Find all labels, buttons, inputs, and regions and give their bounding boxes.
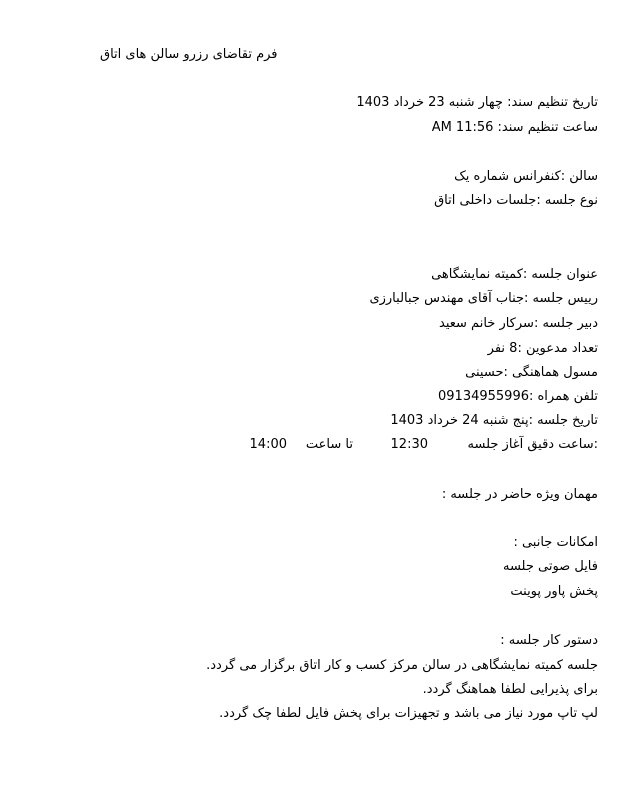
issue-date-line <box>356 94 598 112</box>
chair-label: رییس جلسه : <box>524 291 598 306</box>
chair-line <box>369 290 598 308</box>
phone-value: 09134955996 <box>438 389 529 404</box>
phone-line <box>438 388 598 406</box>
invitees-line <box>488 340 598 358</box>
form-title: فرم تقاضای رزرو سالن های اتاق <box>100 47 278 62</box>
invitees-label: تعداد مدعوین : <box>517 341 598 356</box>
meeting-date-line <box>390 412 598 430</box>
issue-time-line <box>432 119 598 137</box>
secretary-label: دبیر جلسه : <box>533 316 598 331</box>
start-time-label: ساعت دقیق آغاز جلسه: <box>467 437 598 452</box>
coordinator-label: مسول هماهنگی : <box>503 365 598 380</box>
invitees-value: 8 نفر <box>487 341 518 356</box>
agenda-label: دستور کار جلسه : <box>500 633 598 648</box>
start-time-value: 12:30 <box>390 437 428 452</box>
hall-line <box>454 168 598 186</box>
secretary-value: سرکار خانم سعید <box>439 316 534 331</box>
secretary-line <box>439 315 598 333</box>
meeting-time-line <box>238 436 598 454</box>
facility-item: پخش پاور پوینت <box>510 584 598 599</box>
to-time-label: تا ساعت <box>305 437 353 452</box>
coordinator-line <box>465 364 598 382</box>
hall-value: کنفرانس شماره یک <box>454 169 561 184</box>
meeting-title-value: کمیته نمایشگاهی <box>431 267 523 282</box>
meeting-title-label: عنوان جلسه : <box>522 267 598 282</box>
agenda-item: جلسه کمیته نمایشگاهی در سالن مرکز کسب و کار اتاق برگزار می گردد. <box>206 658 598 673</box>
meeting-type-line <box>434 192 598 210</box>
agenda-item: برای پذیرایی لطفا هماهنگ گردد. <box>422 682 598 697</box>
meeting-title-line <box>431 266 598 284</box>
meeting-date-value: پنج شنبه 24 خرداد 1403 <box>390 413 529 428</box>
special-guests-label: مهمان ویژه حاضر در جلسه : <box>441 487 598 502</box>
phone-label: تلفن همراه : <box>528 389 598 404</box>
issue-date-value: چهار شنبه 23 خرداد 1403 <box>356 95 503 110</box>
hall-label: سالن : <box>560 169 598 184</box>
coordinator-value: حسینی <box>465 365 504 380</box>
issue-date-label: تاریخ تنظیم سند: <box>507 95 598 110</box>
end-time-value: 14:00 <box>249 437 287 452</box>
issue-time-value: AM 11:56 <box>431 120 494 135</box>
agenda-item: لپ تاپ مورد نیاز می باشد و تجهیزات برای پخش فایل لطفا چک گردد. <box>219 706 598 721</box>
meeting-type-value: جلسات داخلی اتاق <box>434 193 537 208</box>
extra-facilities-label: امکانات جانبی : <box>513 535 598 550</box>
meeting-type-label: نوع جلسه : <box>536 193 598 208</box>
issue-time-label: ساعت تنظیم سند: <box>497 120 598 135</box>
facility-item: فایل صوتی جلسه <box>502 559 598 574</box>
meeting-date-label: تاریخ جلسه : <box>528 413 598 428</box>
chair-value: جناب آقای مهندس جبالبارزی <box>369 291 525 306</box>
